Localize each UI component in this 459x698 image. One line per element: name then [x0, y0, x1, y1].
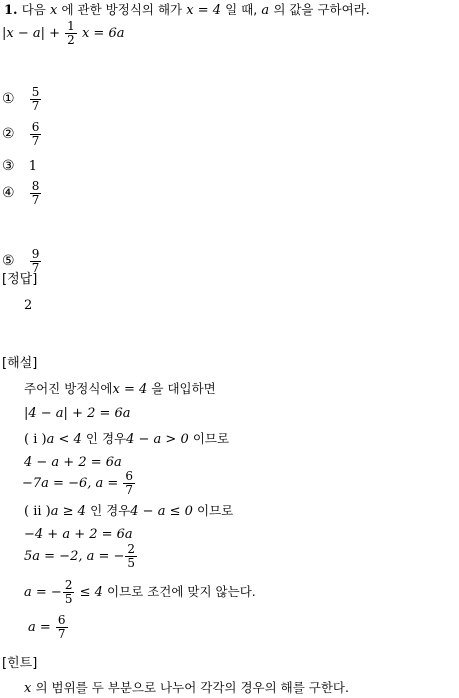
solution-line-1: 주어진 방정식에x = 4 을 대입하면	[24, 381, 216, 397]
solution-line-8: 5a = −2, a = − $\frac{2}{5}$	[24, 542, 136, 570]
answer-header: [정답]	[2, 272, 38, 287]
question-equation: |x − a| + $\frac{1}{2}$ x = 6a	[2, 19, 125, 47]
option-2[interactable]: ② $\frac{6}{7}$	[2, 120, 40, 148]
solution-line-7: −4 + a + 2 = 6a	[24, 527, 133, 542]
hint-header: [힌트]	[2, 656, 38, 671]
option-4[interactable]: ④ $\frac{8}{7}$	[2, 179, 40, 207]
solution-line-10: a = $\frac{6}{7}$	[28, 613, 66, 641]
equation-fraction: $\frac{1}{2}$	[67, 19, 75, 47]
answer-value: 2	[24, 298, 33, 313]
solution-header: [해설]	[2, 356, 38, 371]
solution-line-5: −7a = −6, a = $\frac{6}{7}$	[22, 469, 134, 497]
option-3[interactable]: ③ 1	[2, 158, 37, 174]
question-stem: 1. 다음 x 에 관한 방정식의 해가 x = 4 일 때, a 의 값을 구하여라.	[4, 2, 370, 18]
solution-line-2: |4 − a| + 2 = 6a	[24, 406, 131, 421]
option-5[interactable]: ⑤ $\frac{9}{7}$	[2, 247, 40, 275]
solution-line-6: ( ii )a ≥ 4 인 경우4 − a ≤ 0 이므로	[24, 503, 234, 519]
solution-line-9: a = − $\frac{2}{5}$ ≤ 4 이므로 조건에 맞지 않는다.	[24, 578, 256, 606]
hint-text: x 의 범위를 두 부분으로 나누어 각각의 경우의 해를 구한다.	[24, 680, 349, 696]
option-1[interactable]: ① $\frac{5}{7}$	[2, 85, 40, 113]
question-number: 1.	[4, 3, 18, 18]
solution-line-4: 4 − a + 2 = 6a	[24, 455, 122, 470]
solution-line-3: ( i )a < 4 인 경우4 − a > 0 이므로	[24, 431, 230, 447]
